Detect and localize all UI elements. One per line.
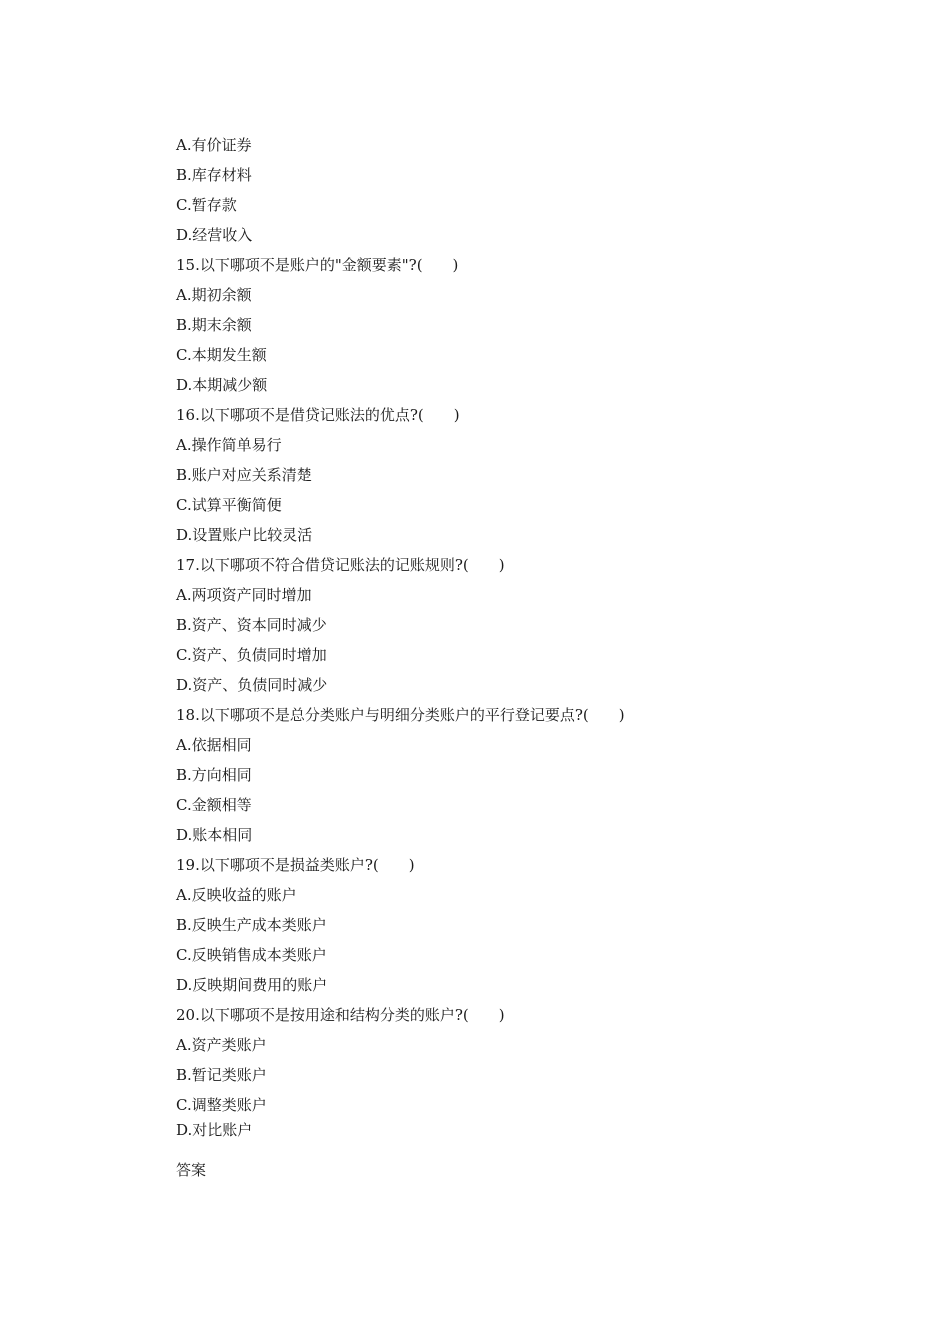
option-line: C.资产、负债同时增加 <box>176 646 327 664</box>
question-18: 18.以下哪项不是总分类账户与明细分类账户的平行登记要点?( ) <box>176 706 625 724</box>
option-line: B.资产、资本同时减少 <box>176 616 327 634</box>
option-line: B.反映生产成本类账户 <box>176 916 327 934</box>
option-line: C.反映销售成本类账户 <box>176 946 327 964</box>
option-line: C.金额相等 <box>176 796 252 814</box>
option-line: B.期末余额 <box>176 316 252 334</box>
option-line: D.经营收入 <box>176 226 253 244</box>
option-line: B.账户对应关系清楚 <box>176 466 312 484</box>
option-line: C.试算平衡简便 <box>176 496 282 514</box>
option-line: A.资产类账户 <box>176 1036 267 1054</box>
option-line: D.设置账户比较灵活 <box>176 526 313 544</box>
option-line: B.方向相同 <box>176 766 252 784</box>
option-line: B.库存材料 <box>176 166 252 184</box>
option-line: C.调整类账户 <box>176 1096 267 1114</box>
question-16: 16.以下哪项不是借贷记账法的优点?( ) <box>176 406 460 424</box>
answer-heading: 答案 <box>176 1161 207 1179</box>
option-line: B.暂记类账户 <box>176 1066 267 1084</box>
option-line: D.反映期间费用的账户 <box>176 976 328 994</box>
option-line: A.两项资产同时增加 <box>176 586 312 604</box>
option-line: A.有价证券 <box>176 136 252 154</box>
question-20: 20.以下哪项不是按用途和结构分类的账户?( ) <box>176 1006 505 1024</box>
option-line: A.操作简单易行 <box>176 436 282 454</box>
option-line: A.反映收益的账户 <box>176 886 297 904</box>
option-line: D.对比账户 <box>176 1121 253 1139</box>
question-17: 17.以下哪项不符合借贷记账法的记账规则?( ) <box>176 556 505 574</box>
option-line: D.本期减少额 <box>176 376 268 394</box>
option-line: C.本期发生额 <box>176 346 267 364</box>
question-19: 19.以下哪项不是损益类账户?( ) <box>176 856 415 874</box>
question-15: 15.以下哪项不是账户的"金额要素"?( ) <box>176 256 459 274</box>
option-line: D.账本相同 <box>176 826 253 844</box>
option-line: A.依据相同 <box>176 736 252 754</box>
option-line: D.资产、负债同时减少 <box>176 676 328 694</box>
document-page <box>176 130 876 1180</box>
option-line: C.暂存款 <box>176 196 237 214</box>
option-line: A.期初余额 <box>176 286 252 304</box>
